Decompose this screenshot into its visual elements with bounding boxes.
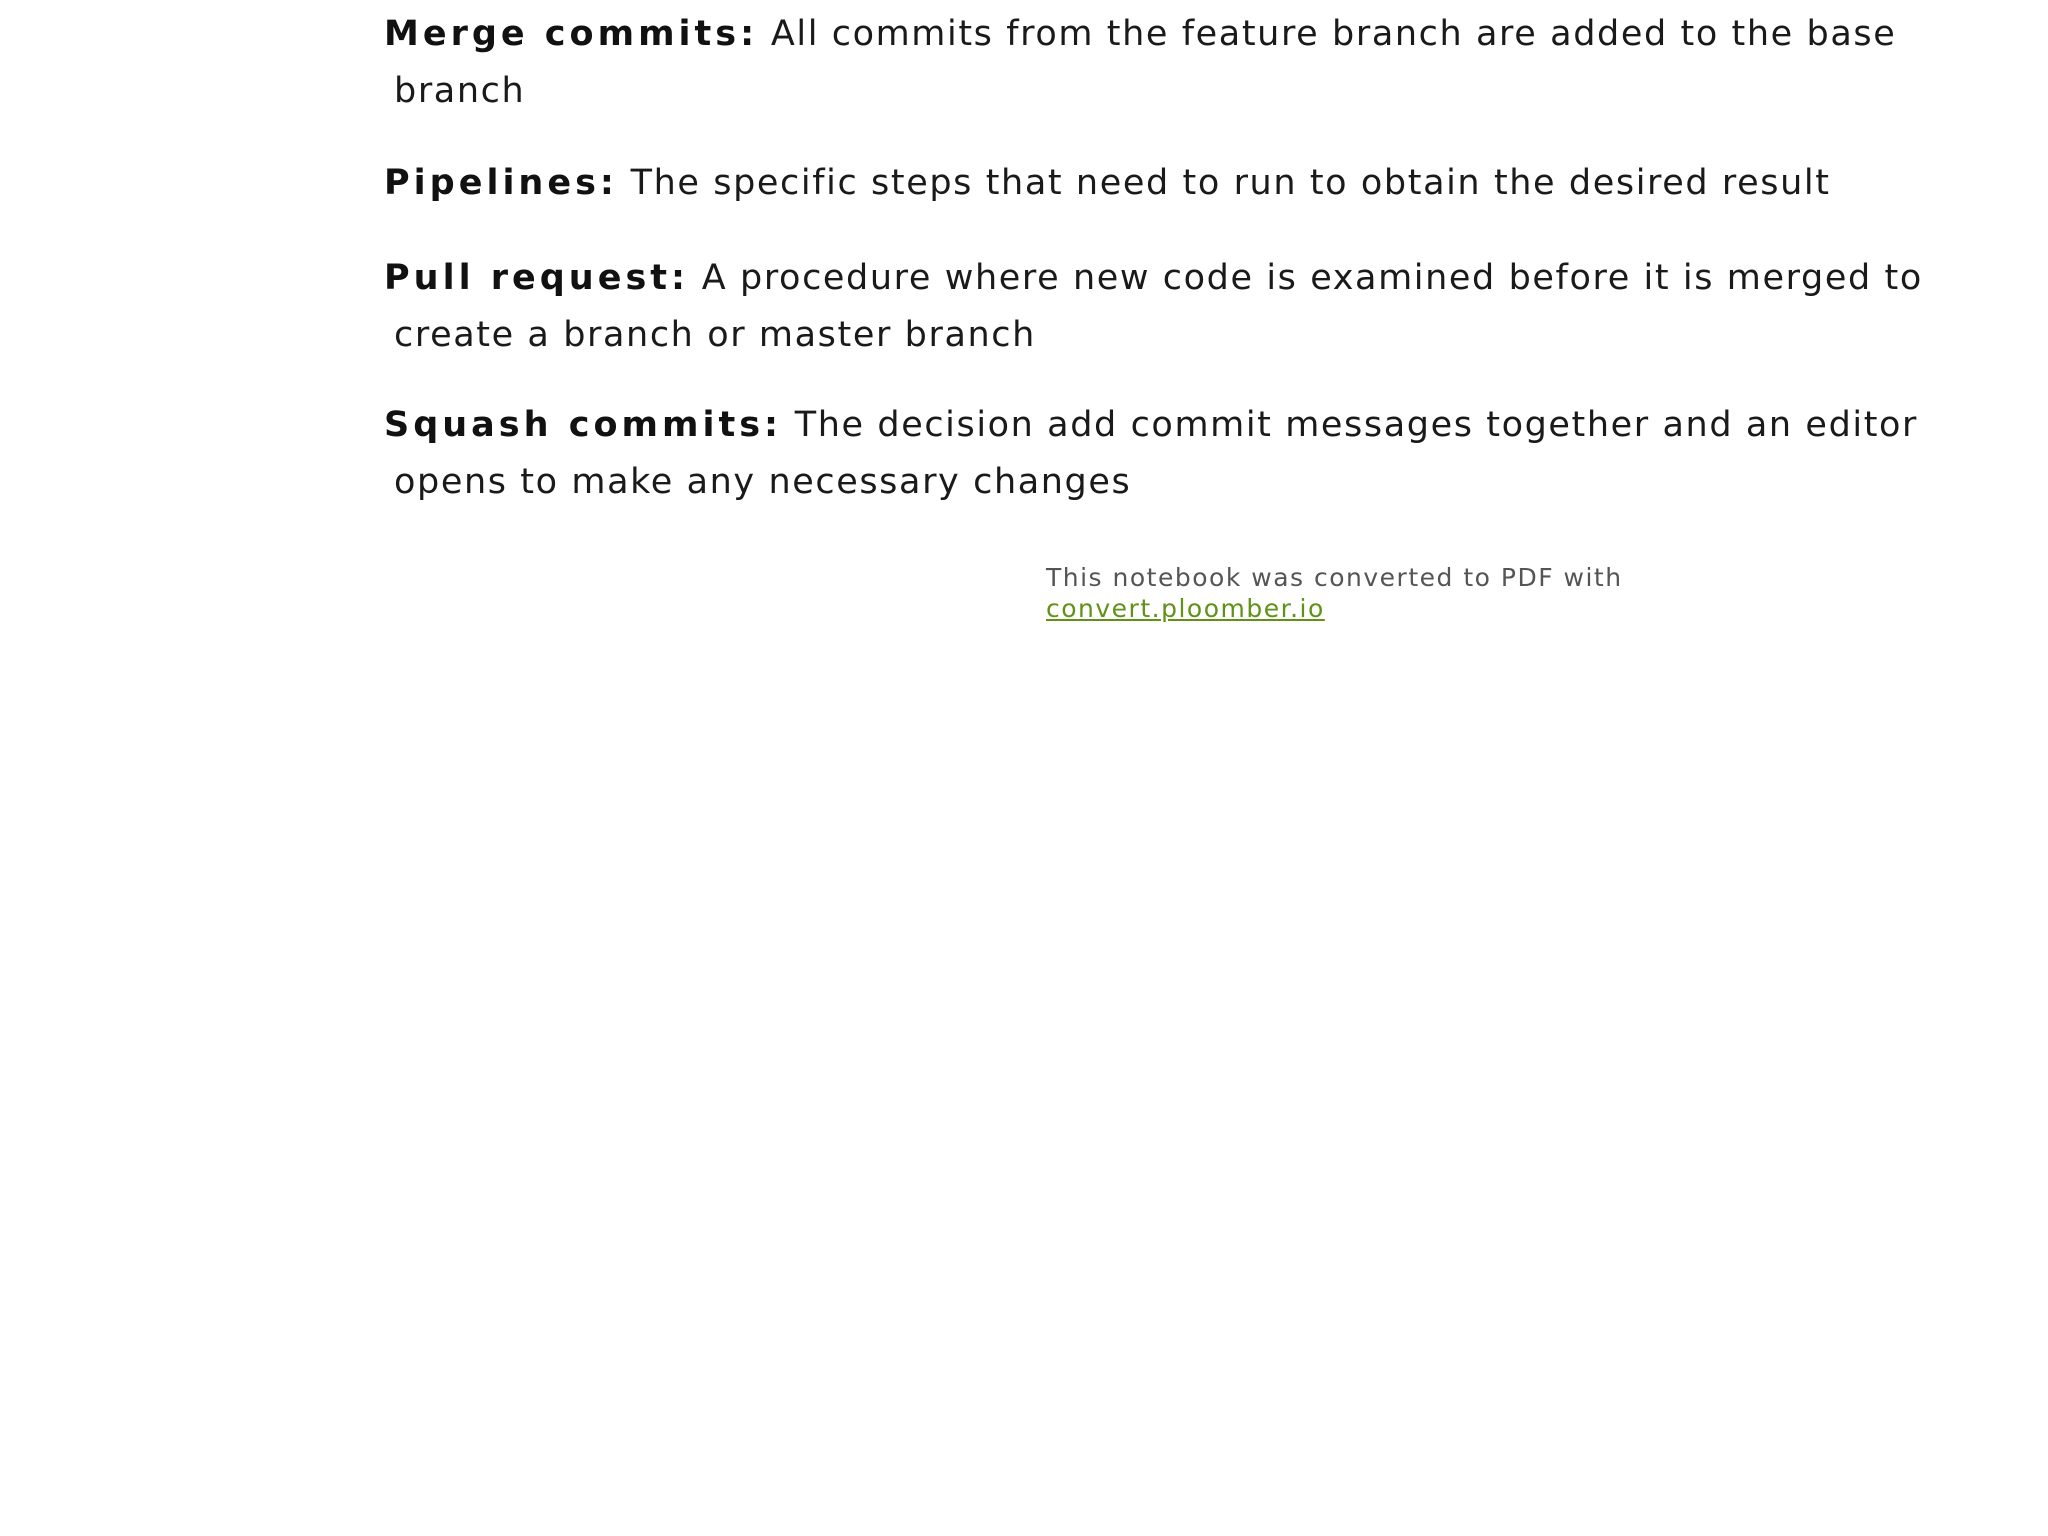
- conversion-footer: [1046, 562, 1746, 624]
- glossary-term: Squash commits:: [384, 405, 783, 445]
- glossary-term: Pipelines:: [384, 163, 618, 203]
- glossary-entry-pull-request: [384, 250, 1923, 364]
- glossary-definition-continuation: opens to make any necessary changes: [394, 462, 1132, 502]
- glossary-definition: The specific steps that need to run to obtain the desired result: [630, 163, 1831, 203]
- glossary-definition-continuation: branch: [394, 71, 526, 111]
- glossary-term: Pull request:: [384, 258, 690, 298]
- glossary-entry-merge-commits: [384, 6, 1897, 120]
- glossary-definition: All commits from the feature branch are added to the base: [770, 14, 1897, 54]
- glossary-entry-pipelines: [384, 155, 1831, 212]
- glossary-entry-first-line: [384, 397, 1919, 454]
- glossary-term: Merge commits:: [384, 14, 759, 54]
- glossary-definition: A procedure where new code is examined before it is merged to: [701, 258, 1923, 298]
- ploomber-link[interactable]: convert.ploomber.io: [1046, 594, 1325, 623]
- conversion-note: This notebook was converted to PDF with: [1046, 563, 1623, 592]
- glossary-entry-first-line: [384, 6, 1897, 63]
- glossary-definition: The decision add commit messages together and an editor: [794, 405, 1919, 445]
- glossary-entry-squash-commits: [384, 397, 1919, 511]
- glossary-definition-continuation: create a branch or master branch: [394, 315, 1036, 355]
- glossary-entry-first-line: [384, 155, 1831, 212]
- glossary-entry-first-line: [384, 250, 1923, 307]
